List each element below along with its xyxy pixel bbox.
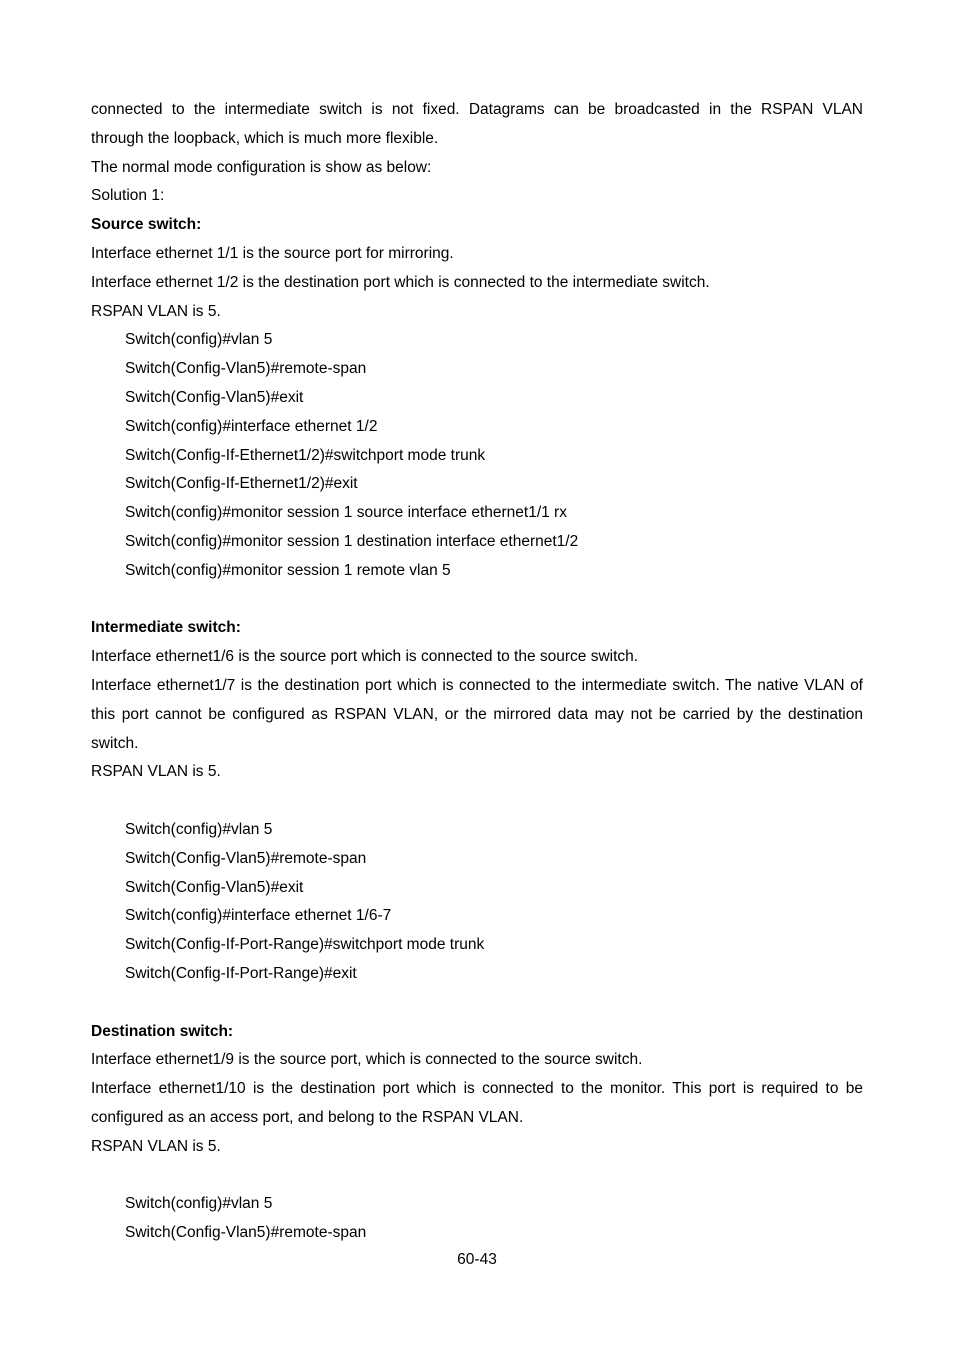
spacer	[91, 989, 863, 1018]
body-text: through the loopback, which is much more flexible.	[91, 129, 439, 147]
section-heading-destination: Destination switch:	[91, 1022, 234, 1040]
command-line: Switch(Config-If-Ethernet1/2)#exit	[125, 475, 358, 493]
body-text: RSPAN VLAN is 5.	[91, 763, 221, 781]
command-line: Switch(config)#vlan 5	[125, 820, 273, 838]
command-line: Switch(Config-Vlan5)#remote-span	[125, 360, 367, 378]
body-text: Interface ethernet1/7 is the destination port which is connected to the intermediate switch. The native VLAN of	[91, 676, 863, 694]
body-text: Interface ethernet 1/1 is the source port for mirroring.	[91, 244, 454, 262]
command-line: Switch(Config-Vlan5)#remote-span	[125, 1224, 367, 1242]
command-line: Switch(Config-Vlan5)#remote-span	[125, 849, 367, 867]
body-text: RSPAN VLAN is 5.	[91, 1137, 221, 1155]
command-line: Switch(Config-If-Port-Range)#switchport mode trunk	[125, 936, 485, 954]
spacer	[91, 586, 863, 615]
command-line: Switch(Config-If-Port-Range)#exit	[125, 964, 357, 982]
body-text: this port cannot be configured as RSPAN VLAN, or the mirrored data may not be carried by the destination	[91, 705, 863, 723]
body-text: Solution 1:	[91, 187, 165, 205]
command-line: Switch(Config-Vlan5)#exit	[125, 388, 304, 406]
body-text: Interface ethernet1/10 is the destination port which is connected to the monitor. This port is required to be	[91, 1080, 863, 1098]
body-text: Interface ethernet1/9 is the source port, which is connected to the source switch.	[91, 1051, 643, 1069]
command-line: Switch(Config-If-Ethernet1/2)#switchport mode trunk	[125, 446, 486, 464]
document-page	[91, 96, 863, 1248]
page-number: 60-43	[457, 1251, 497, 1268]
body-text: RSPAN VLAN is 5.	[91, 302, 221, 320]
spacer	[91, 1161, 863, 1190]
section-heading-intermediate: Intermediate switch:	[91, 619, 241, 637]
command-line: Switch(config)#monitor session 1 remote vlan 5	[125, 561, 451, 579]
command-line: Switch(config)#monitor session 1 source interface ethernet1/1 rx	[125, 504, 567, 522]
command-line: Switch(config)#vlan 5	[125, 331, 273, 349]
body-text: configured as an access port, and belong to the RSPAN VLAN.	[91, 1108, 524, 1126]
body-text: Interface ethernet1/6 is the source port which is connected to the source switch.	[91, 648, 639, 666]
body-text: The normal mode configuration is show as below:	[91, 158, 432, 176]
command-line: Switch(config)#interface ethernet 1/6-7	[125, 907, 392, 925]
command-line: Switch(config)#monitor session 1 destination interface ethernet1/2	[125, 532, 579, 550]
body-text: Interface ethernet 1/2 is the destination port which is connected to the intermediate switch.	[91, 273, 710, 291]
spacer	[91, 787, 863, 816]
command-line: Switch(Config-Vlan5)#exit	[125, 878, 304, 896]
command-line: Switch(config)#vlan 5	[125, 1195, 273, 1213]
command-line: Switch(config)#interface ethernet 1/2	[125, 417, 378, 435]
body-text: connected to the intermediate switch is not fixed. Datagrams can be broadcasted in the RSPAN VLAN	[91, 101, 863, 118]
section-heading-source: Source switch:	[91, 216, 202, 234]
body-text: switch.	[91, 734, 139, 752]
